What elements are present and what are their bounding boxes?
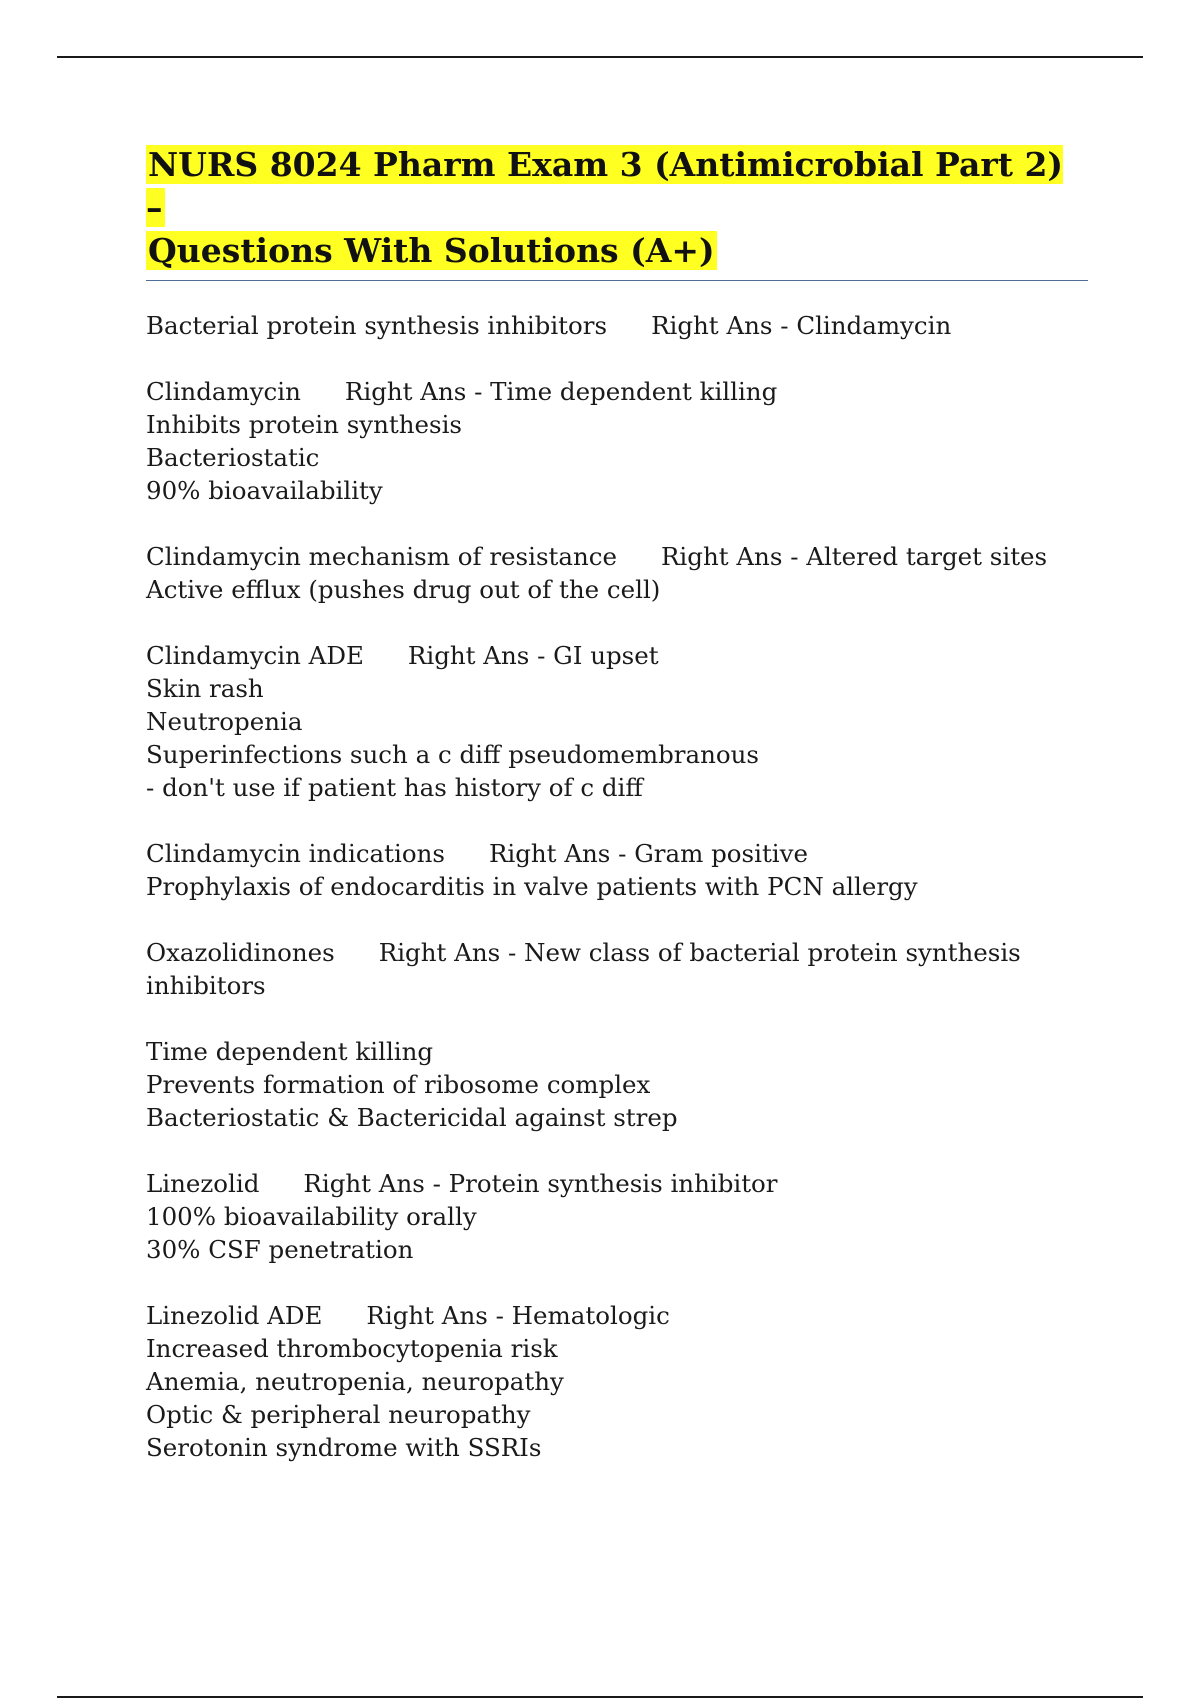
- question-text: Linezolid: [146, 1169, 260, 1198]
- answer-detail-line: inhibitors: [146, 971, 266, 1000]
- footer-rule: [57, 1696, 1143, 1698]
- qa-first-line: [146, 837, 1088, 870]
- answer-detail-line: Increased thrombocytopenia risk: [146, 1334, 558, 1363]
- qa-item: [146, 1299, 1088, 1464]
- answer-detail-line: Anemia, neutropenia, neuropathy: [146, 1367, 564, 1396]
- question-text: Clindamycin: [146, 377, 301, 406]
- answer-text: Right Ans - Hematologic: [366, 1301, 670, 1330]
- answer-text: Right Ans - Clindamycin: [651, 311, 952, 340]
- question-text: Linezolid ADE: [146, 1301, 323, 1330]
- qa-item: [146, 936, 1088, 1002]
- answer-text: Right Ans - Protein synthesis inhibitor: [303, 1169, 778, 1198]
- answer-detail-line: 100% bioavailability orally: [146, 1202, 477, 1231]
- header-rule: [57, 56, 1143, 58]
- answer-detail-line: 30% CSF penetration: [146, 1235, 414, 1264]
- answer-detail-line: 90% bioavailability: [146, 476, 383, 505]
- qa-item: [146, 1167, 1088, 1266]
- qa-first-line: [146, 639, 1088, 672]
- answer-detail-line: Prevents formation of ribosome complex: [146, 1070, 651, 1099]
- answer-detail-line: Bacteriostatic & Bactericidal against strep: [146, 1103, 678, 1132]
- answer-detail-line: - don't use if patient has history of c diff: [146, 773, 643, 802]
- answer-detail-line: Superinfections such a c diff pseudomembranous: [146, 740, 760, 769]
- answer-text: Right Ans - Altered target sites: [660, 542, 1048, 571]
- qa-list: [146, 309, 1088, 1464]
- qa-item: [146, 837, 1088, 903]
- answer-detail-line: Active efflux (pushes drug out of the cell): [146, 575, 661, 604]
- qa-item: [146, 309, 1088, 342]
- qa-first-line: [146, 309, 1088, 342]
- qa-first-line: [146, 375, 1088, 408]
- qa-item: [146, 375, 1088, 507]
- document-page: [146, 143, 1088, 1497]
- qa-first-line: [146, 936, 1088, 969]
- answer-text: Right Ans - New class of bacterial protein synthesis: [378, 938, 1021, 967]
- answer-detail-line: Neutropenia: [146, 707, 303, 736]
- question-text: Bacterial protein synthesis inhibitors: [146, 311, 608, 340]
- question-text: Clindamycin indications: [146, 839, 445, 868]
- qa-item: [146, 639, 1088, 804]
- answer-detail-line: Prophylaxis of endocarditis in valve patients with PCN allergy: [146, 872, 918, 901]
- answer-text: Right Ans - Gram positive: [488, 839, 808, 868]
- answer-detail-line: Optic & peripheral neuropathy: [146, 1400, 531, 1429]
- answer-detail-line: Bacteriostatic: [146, 443, 320, 472]
- question-text: Clindamycin ADE: [146, 641, 364, 670]
- answer-detail-line: Skin rash: [146, 674, 264, 703]
- question-text: Oxazolidinones: [146, 938, 335, 967]
- qa-item: [146, 1035, 1088, 1134]
- answer-detail-line: Time dependent killing: [146, 1037, 434, 1066]
- document-title: [146, 143, 1088, 281]
- qa-item: [146, 540, 1088, 606]
- title-line-1: NURS 8024 Pharm Exam 3 (Antimicrobial Part 2) –: [146, 145, 1064, 227]
- answer-detail-line: Serotonin syndrome with SSRIs: [146, 1433, 542, 1462]
- qa-first-line: [146, 1167, 1088, 1200]
- qa-first-line: [146, 540, 1088, 573]
- answer-text: Right Ans - GI upset: [407, 641, 659, 670]
- qa-first-line: [146, 1299, 1088, 1332]
- question-text: Clindamycin mechanism of resistance: [146, 542, 617, 571]
- title-line-2: Questions With Solutions (A+): [148, 231, 715, 270]
- answer-text: Right Ans - Time dependent killing: [344, 377, 778, 406]
- answer-detail-line: Inhibits protein synthesis: [146, 410, 462, 439]
